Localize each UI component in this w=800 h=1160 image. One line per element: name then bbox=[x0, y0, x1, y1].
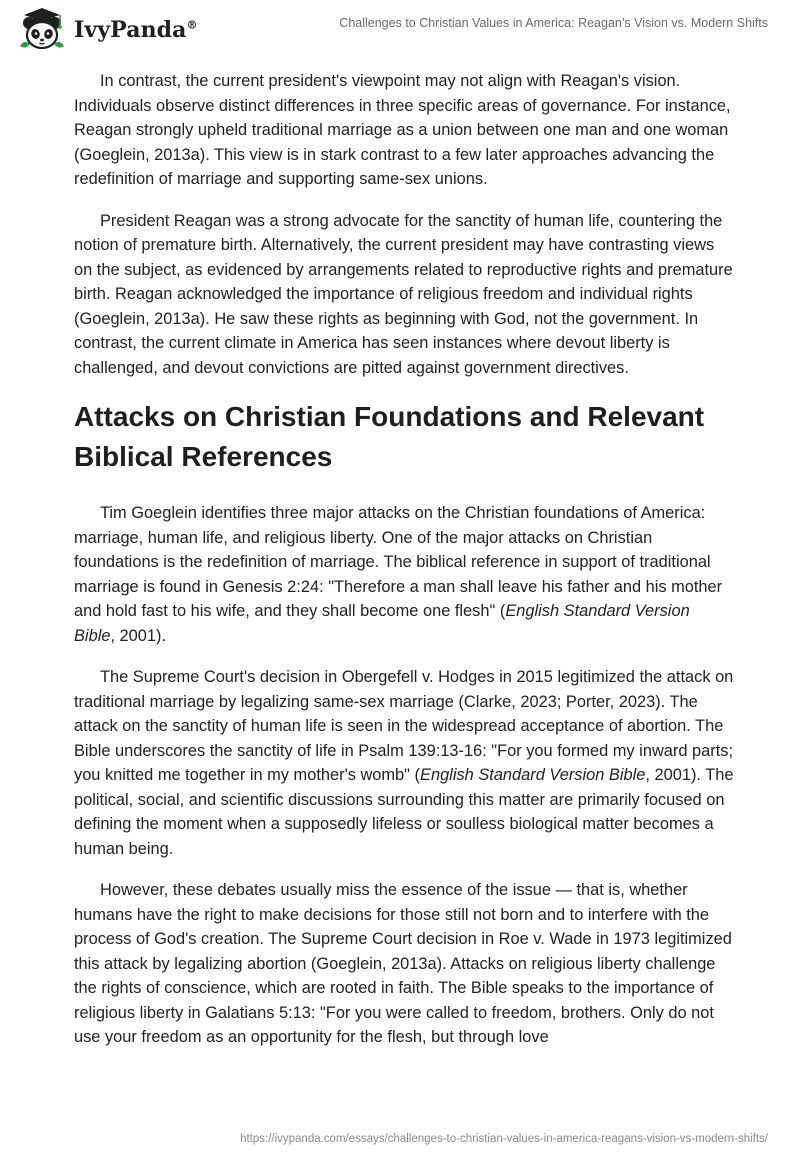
paragraph: In contrast, the current president's viewpoint may not align with Reagan's vision. Individuals observe distinct differences in three specific areas of governance. For instance, Reagan strongly upheld traditional marriage as a union between one man and one woman (Goeglein, 2013a). This view is in stark contrast to a few later approaches advancing the redefinition of marriage and supporting same-sex unions. bbox=[74, 72, 731, 188]
brand-name: IvyPanda® bbox=[74, 17, 198, 43]
paragraph: The Supreme Court's decision in Obergefell v. Hodges in 2015 legitimized the attack on traditional marriage by legalizing same-sex marriage (Clarke, 2023; Porter, 2023). The attack on the sanctity of human life is seen in the widespread acceptance of abortion. The Bible underscores the sanctity of life in Psalm 139:13-16: "For you formed my inward parts; you knitted me together in my mother's womb" (English Standard Version Bible, 2001). The political, social, and scientific discussions surrounding this matter are primarily focused on defining the moment when a supposedly lifeless or soulless biological matter becomes a human being. bbox=[74, 668, 734, 858]
document-title: Challenges to Christian Values in America: Reagan’s Vision vs. Modern Shifts bbox=[339, 16, 768, 30]
panda-graduation-cap-icon bbox=[14, 6, 70, 54]
paragraph: President Reagan was a strong advocate for the sanctity of human life, countering the notion of premature birth. Alternatively, the current president may have contrasting views on the subject, as evidenced by arrangements related to reproductive rights and premature birth. Reagan acknowledged the importance of religious freedom and individual rights (Goeglein, 2013a). He saw these rights as beginning with God, not the government. In contrast, the current climate in America has seen instances where devout liberty is challenged, and devout convictions are pitted against government directives. bbox=[74, 211, 733, 377]
source-url[interactable]: https://ivypanda.com/essays/challenges-to-christian-values-in-america-reagans-vision-vs-modern-shifts/ bbox=[240, 1133, 768, 1145]
paragraph: Tim Goeglein identifies three major attacks on the Christian foundations of America: marriage, human life, and religious liberty. One of the major attacks on Christian foundations is the redefinition of marriage. The biblical reference in support of traditional marriage is found in Genesis 2:24: "Therefore a man shall leave his father and his mother and hold fast to his wife, and they shall become one flesh" (English Standard Version Bible, 2001). bbox=[74, 504, 723, 645]
citation-title: English Standard Version Bible bbox=[74, 602, 690, 645]
paragraph: However, these debates usually miss the essence of the issue — that is, whether humans have the right to make decisions for those still not born and to interfere with the process of God's creation. The Supreme Court decision in Roe v. Wade in 1973 legitimized this attack by legalizing abortion (Goeglein, 2013a). Attacks on religious liberty challenge the rights of conscience, which are rooted in faith. The Bible speaks to the importance of religious liberty in Galatians 5:13: "For you were called to freedom, brothers. Only do not use your freedom as an opportunity for the flesh, but through love bbox=[74, 881, 732, 1046]
essay-body bbox=[74, 69, 734, 1067]
brand-logo[interactable] bbox=[14, 6, 198, 54]
page-header bbox=[0, 0, 800, 62]
citation-title: English Standard Version Bible bbox=[420, 766, 646, 784]
section-heading: Attacks on Christian Foundations and Relevant Biblical References bbox=[74, 401, 705, 472]
